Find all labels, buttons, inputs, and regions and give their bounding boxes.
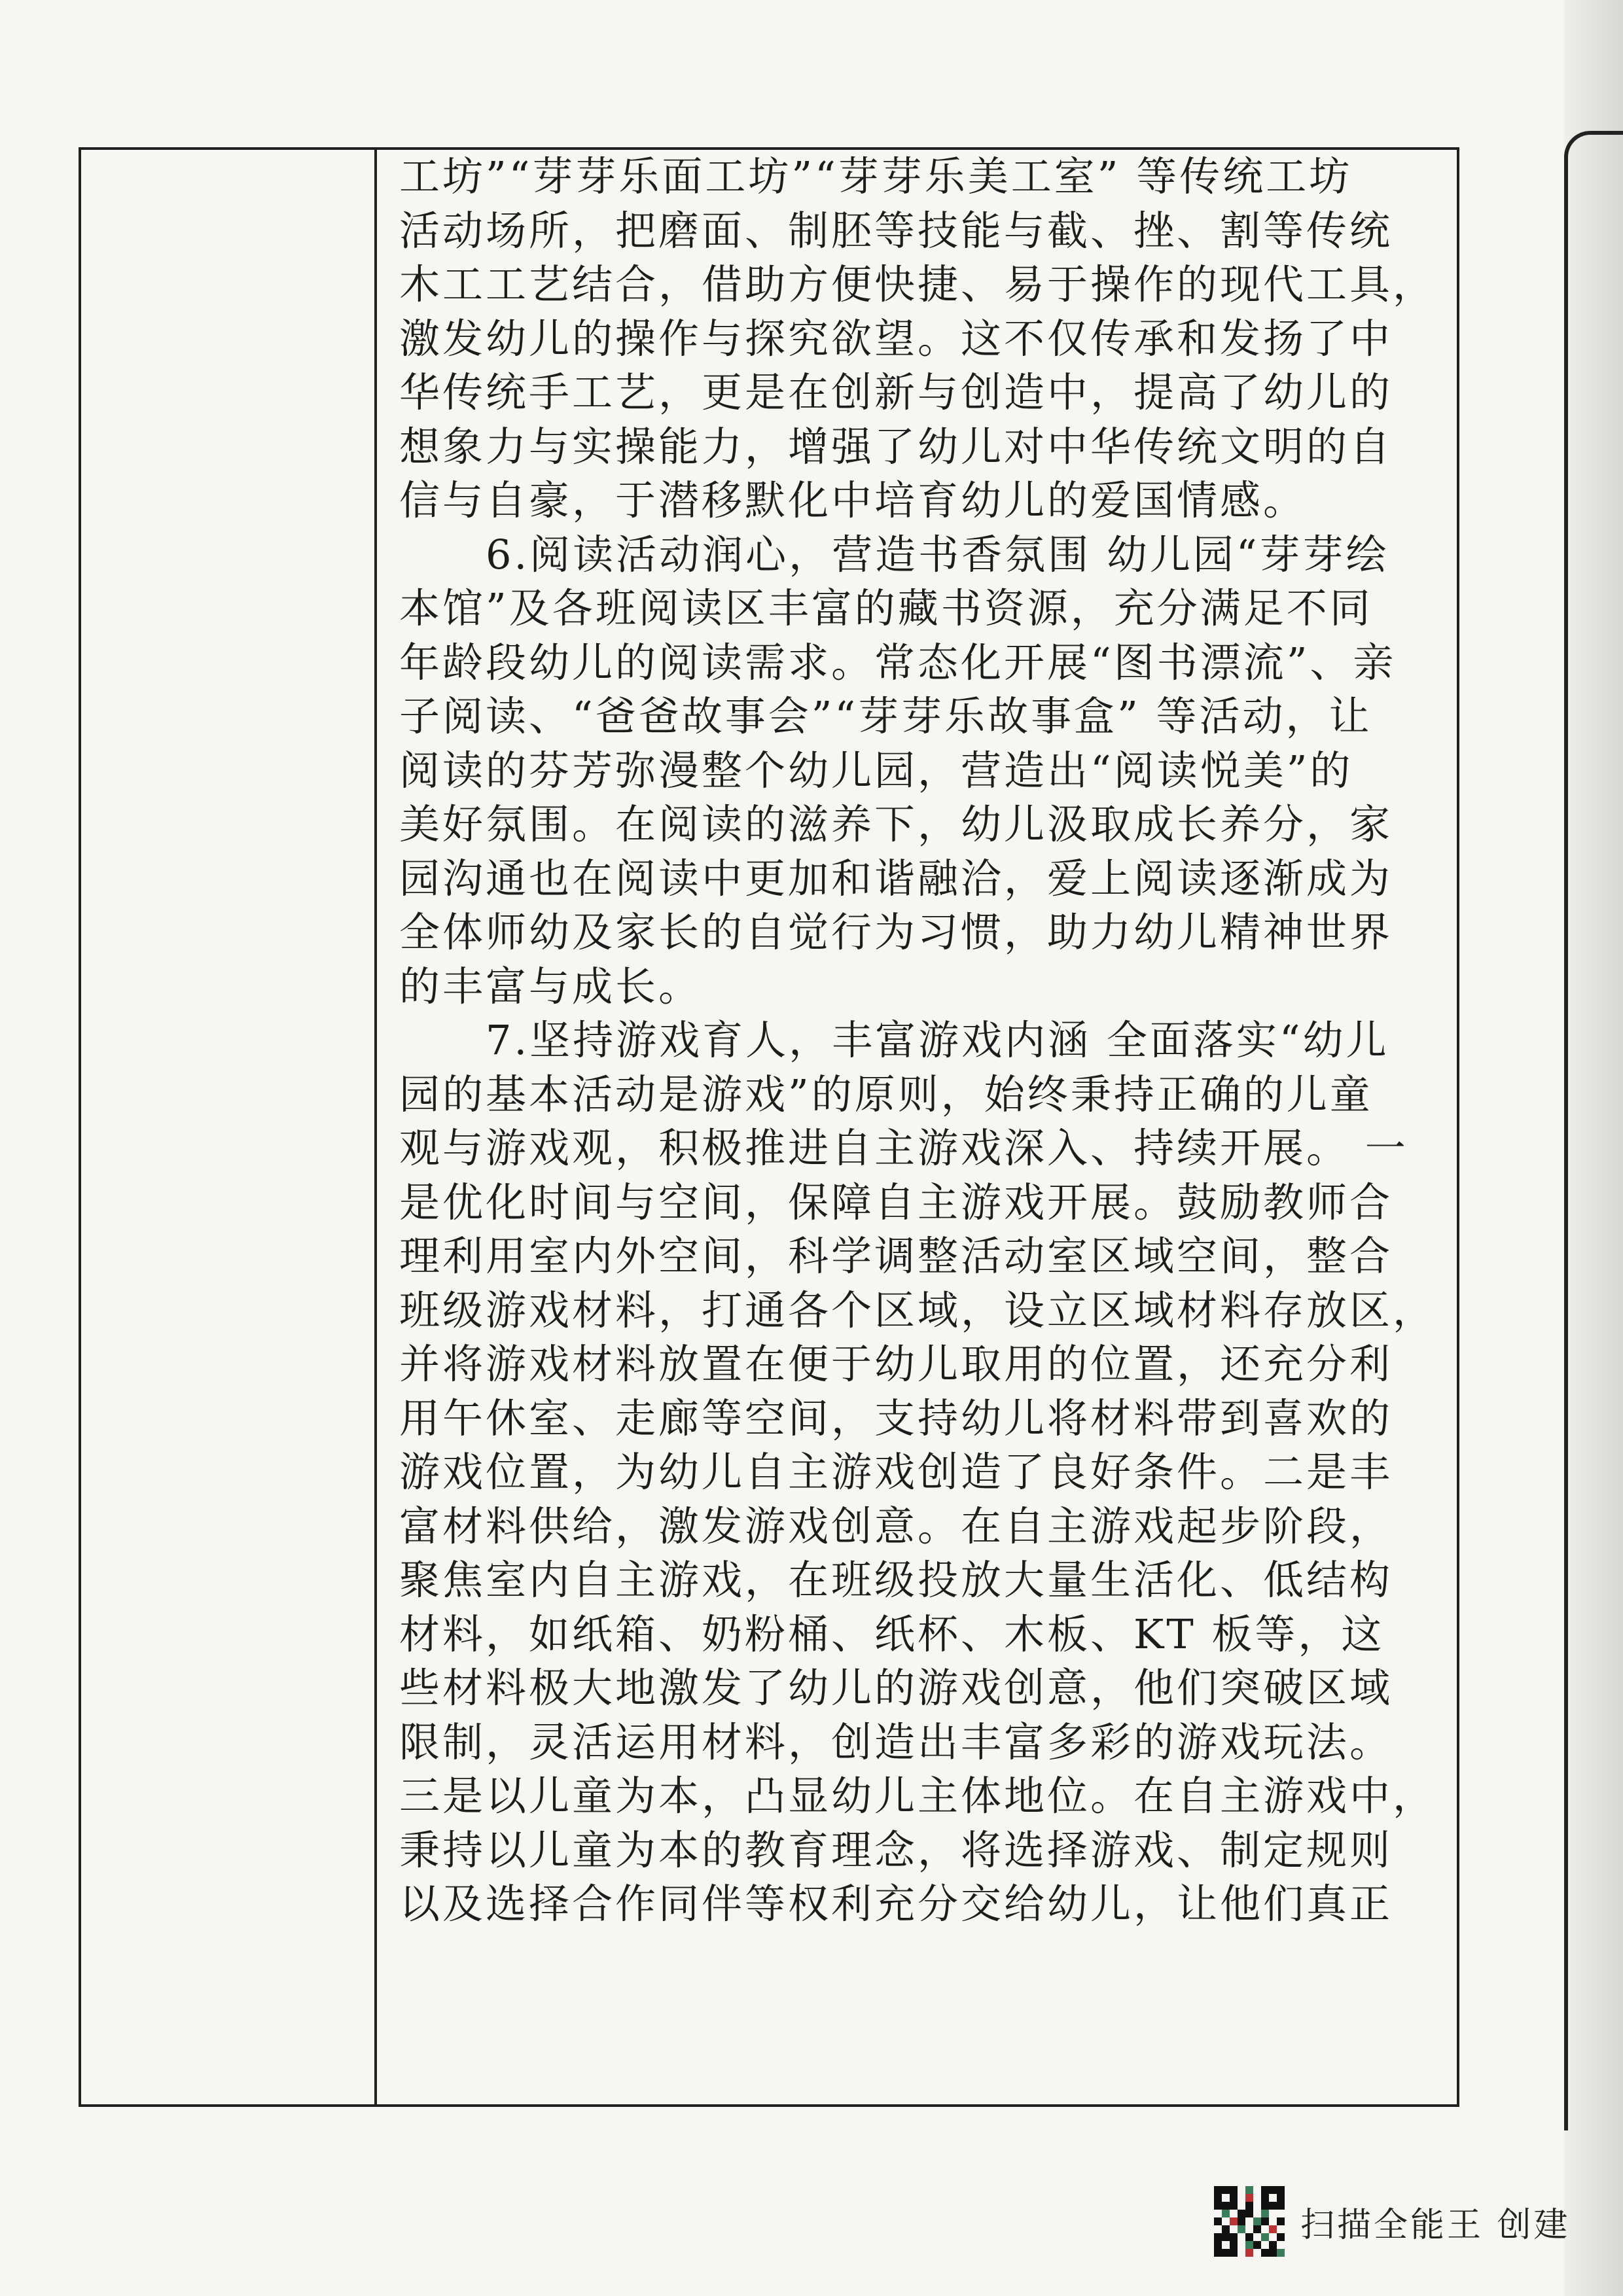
- text-line: 是优化时间与空间，保障自主游戏开展。鼓励教师合: [399, 1178, 1393, 1226]
- qr-code-icon: [1214, 2186, 1285, 2257]
- text-line: 子阅读、“爸爸故事会”“芽芽乐故事盒” 等活动，让: [399, 692, 1372, 740]
- text-line: 游戏位置，为幼儿自主游戏创造了良好条件。二是丰: [399, 1448, 1393, 1496]
- table-content-column: [377, 150, 1457, 2104]
- text-line: 木工工艺结合，借助方便快捷、易于操作的现代工具，: [399, 260, 1436, 308]
- text-line: 用午休室、走廊等空间，支持幼儿将材料带到喜欢的: [399, 1394, 1393, 1442]
- text-line: 材料，如纸箱、奶粉桶、纸杯、木板、KT 板等，这: [399, 1610, 1385, 1658]
- text-line: 富材料供给，激发游戏创意。在自主游戏起步阶段，: [399, 1502, 1393, 1550]
- text-line: 活动场所，把磨面、制胚等技能与截、挫、割等传统: [399, 206, 1393, 255]
- adjacent-page-border: [1564, 131, 1623, 2130]
- text-line: 年龄段幼儿的阅读需求。常态化开展“图书漂流”、亲: [399, 638, 1397, 686]
- text-line: 工坊”“芽芽乐面工坊”“芽芽乐美工室” 等传统工坊: [399, 152, 1353, 200]
- text-line: 三是以儿童为本，凸显幼儿主体地位。在自主游戏中，: [399, 1772, 1436, 1820]
- text-line: 美好氛围。在阅读的滋养下，幼儿汲取成长养分，家: [399, 800, 1393, 848]
- text-line: 全体师幼及家长的自觉行为习惯，助力幼儿精神世界: [399, 908, 1393, 956]
- watermark-text: 扫描全能王 创建: [1300, 2205, 1571, 2245]
- text-line: 秉持以儿童为本的教育理念，将选择游戏、制定规则: [399, 1826, 1393, 1874]
- scanner-watermark: [1214, 2185, 1571, 2257]
- text-line: 聚焦室内自主游戏，在班级投放大量生活化、低结构: [399, 1556, 1393, 1604]
- text-line: 理利用室内外空间，科学调整活动室区域空间，整合: [399, 1232, 1393, 1280]
- text-line: 班级游戏材料，打通各个区域，设立区域材料存放区，: [399, 1286, 1436, 1334]
- text-line: 华传统手工艺，更是在创新与创造中，提高了幼儿的: [399, 368, 1393, 416]
- document-table: [79, 147, 1459, 2107]
- text-line: 并将游戏材料放置在便于幼儿取用的位置，还充分利: [399, 1340, 1393, 1388]
- table-label-column: [81, 150, 377, 2104]
- text-line: 6.阅读活动润心，营造书香氛围 幼儿园“芽芽绘: [399, 530, 1389, 578]
- body-text: [399, 150, 1449, 1932]
- text-line: 些材料极大地激发了幼儿的游戏创意，他们突破区域: [399, 1664, 1393, 1712]
- text-line: 限制，灵活运用材料，创造出丰富多彩的游戏玩法。: [399, 1718, 1393, 1766]
- text-line: 阅读的芬芳弥漫整个幼儿园，营造出“阅读悦美”的: [399, 746, 1353, 794]
- text-line: 想象力与实操能力，增强了幼儿对中华传统文明的自: [399, 422, 1393, 470]
- text-line: 的丰富与成长。: [399, 962, 702, 1010]
- text-line: 7.坚持游戏育人，丰富游戏内涵 全面落实“幼儿: [399, 1016, 1389, 1064]
- text-line: 园的基本活动是游戏”的原则，始终秉持正确的儿童: [399, 1070, 1373, 1118]
- text-line: 激发幼儿的操作与探究欲望。这不仅传承和发扬了中: [399, 314, 1393, 362]
- text-line: 本馆”及各班阅读区丰富的藏书资源，充分满足不同: [399, 584, 1373, 632]
- text-line: 观与游戏观，积极推进自主游戏深入、持续开展。 一: [399, 1124, 1408, 1172]
- text-line: 信与自豪，于潜移默化中培育幼儿的爱国情感。: [399, 476, 1307, 524]
- text-line: 园沟通也在阅读中更加和谐融洽，爱上阅读逐渐成为: [399, 854, 1393, 902]
- text-line: 以及选择合作同伴等权利充分交给幼儿，让他们真正: [399, 1880, 1393, 1928]
